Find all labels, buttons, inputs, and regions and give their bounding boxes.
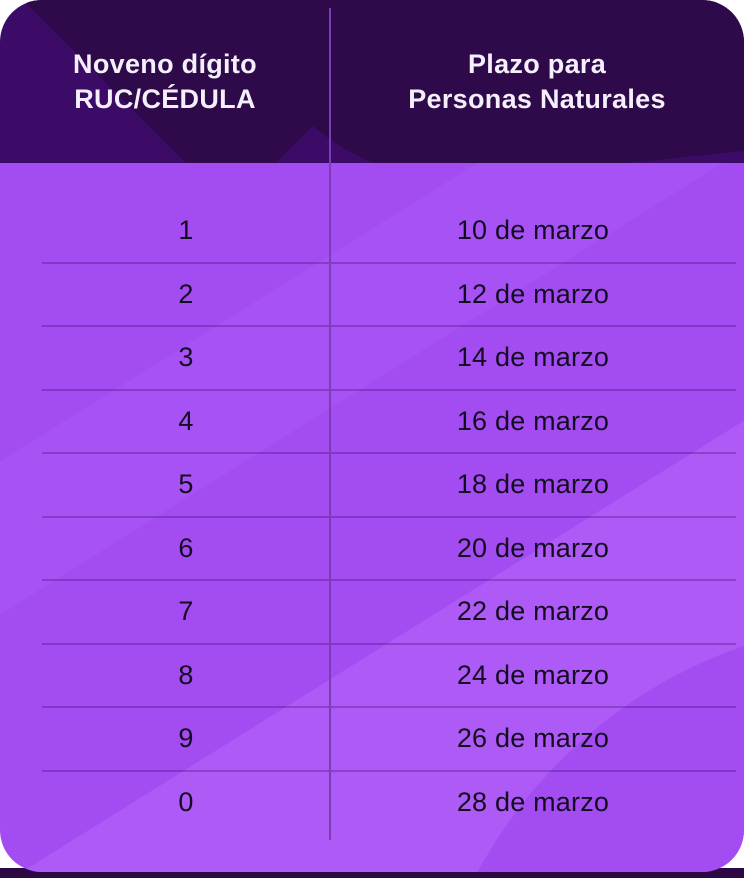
digit-cell: 8 — [178, 659, 194, 690]
header-column-deadline — [330, 0, 744, 163]
date-cell: 14 de marzo — [456, 342, 610, 373]
date-cell: 26 de marzo — [456, 723, 610, 754]
header-deadline-line2: Personas Naturales — [408, 83, 666, 114]
digit-cell: 1 — [178, 215, 194, 246]
digit-cell: 9 — [178, 723, 194, 754]
digit-cell: 7 — [178, 596, 194, 627]
header-column-digit — [0, 0, 330, 163]
column-divider-rule — [329, 8, 331, 840]
table-row — [42, 518, 736, 582]
date-cell: 28 de marzo — [456, 786, 610, 817]
date-cell: 20 de marzo — [456, 532, 610, 563]
date-cell: 12 de marzo — [456, 278, 610, 309]
table-body — [0, 163, 744, 872]
digit-cell: 2 — [178, 278, 194, 309]
table-row — [42, 264, 736, 328]
date-cell: 22 de marzo — [456, 596, 610, 627]
table-row — [42, 454, 736, 518]
table-row — [42, 327, 736, 391]
date-cell: 18 de marzo — [456, 469, 610, 500]
header-deadline-line1: Plazo para — [467, 48, 607, 79]
table-row — [42, 708, 736, 772]
table-header — [0, 0, 744, 163]
date-cell: 10 de marzo — [456, 215, 610, 246]
digit-cell: 0 — [178, 786, 194, 817]
digit-cell: 6 — [178, 532, 194, 563]
digit-cell: 3 — [178, 342, 194, 373]
digit-cell: 5 — [178, 469, 194, 500]
header-digit-line1: Noveno dígito — [73, 48, 257, 79]
table-row — [42, 645, 736, 709]
header-digit-line2: RUC/CÉDULA — [74, 83, 256, 114]
date-cell: 24 de marzo — [456, 659, 610, 690]
table-row — [42, 200, 736, 264]
date-cell: 16 de marzo — [456, 405, 610, 436]
table-row — [42, 772, 736, 834]
digit-cell: 4 — [178, 405, 194, 436]
table-row — [42, 581, 736, 645]
table-row — [42, 391, 736, 455]
